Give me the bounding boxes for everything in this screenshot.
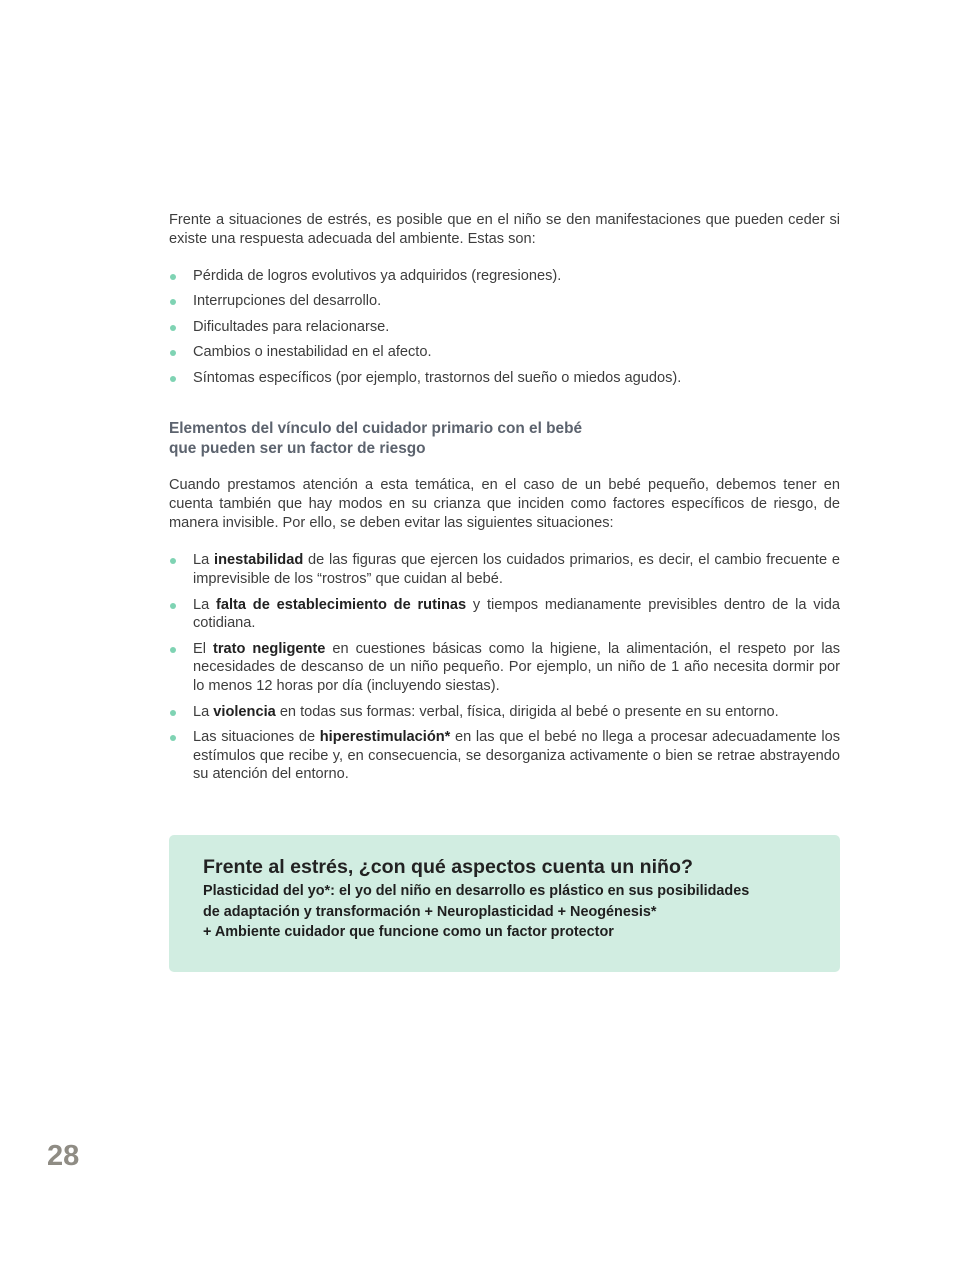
callout-line: Plasticidad del yo*: el yo del niño en desarrollo es plástico en sus posibilidades [203, 883, 750, 899]
risk-prefix: La [193, 552, 215, 569]
bullet-icon [170, 558, 176, 564]
callout-box [169, 835, 840, 972]
manifestations-list [169, 267, 840, 388]
list-item [169, 551, 840, 588]
callout-body [203, 881, 810, 943]
list-item-text: Interrupciones del desarrollo. [193, 293, 382, 310]
bullet-icon [170, 735, 176, 741]
list-item [169, 640, 840, 696]
list-item [169, 369, 840, 388]
list-item-text: Cambios o inestabilidad en el afecto. [193, 344, 432, 361]
risk-prefix: El [193, 640, 213, 657]
callout-line: + Ambiente cuidador que funcione como un factor protector [203, 924, 614, 941]
risk-keyword: violencia [213, 703, 276, 720]
risk-factors-list [169, 551, 840, 784]
section-paragraph: Cuando prestamos atención a esta temática, en el caso de un bebé pequeño, debemos tener en cuenta también que hay modos en su crianza que inciden como factores específicos de riesgo, de manera invisible. Por ello, se deben evitar las siguientes situaciones: [169, 476, 840, 532]
section-heading-line: Elementos del vínculo del cuidador primario con el bebé [169, 419, 583, 437]
risk-keyword: inestabilidad [214, 552, 304, 569]
list-item-text: Pérdida de logros evolutivos ya adquiridos (regresiones). [193, 267, 562, 284]
list-item-text: Dificultades para relacionarse. [193, 318, 390, 335]
risk-description: en las que el bebé no llega a procesar adecuadamente los estímulos que recibe y, en consecuencia, se desorganiza activamente o bien se retrae abstrayendo su atención del entorno. [193, 729, 840, 783]
bullet-icon [170, 299, 176, 305]
main-content [169, 211, 840, 791]
bullet-icon [170, 274, 176, 280]
list-item [169, 318, 840, 337]
list-item [169, 343, 840, 362]
risk-keyword: trato negligente [212, 640, 326, 657]
section-heading-line: que pueden ser un factor de riesgo [169, 440, 426, 458]
list-item-text: Síntomas específicos (por ejemplo, trastornos del sueño o miedos agudos). [193, 369, 682, 386]
risk-prefix: La [193, 596, 217, 613]
bullet-icon [170, 376, 176, 382]
callout-line: de adaptación y transformación + Neuroplasticidad + Neogénesis* [203, 903, 657, 920]
risk-description: y tiempos medianamente previsibles dentro de la vida cotidiana. [193, 596, 840, 632]
list-item [169, 292, 840, 311]
bullet-icon [170, 647, 176, 653]
page-number: 28 [47, 1140, 80, 1172]
bullet-icon [170, 710, 176, 716]
callout-title: Frente al estrés, ¿con qué aspectos cuenta un niño? [203, 856, 693, 878]
risk-description: en todas sus formas: verbal, física, dirigida al bebé o presente en su entorno. [275, 703, 779, 720]
list-item [169, 596, 840, 633]
bullet-icon [170, 603, 176, 609]
bullet-icon [170, 325, 176, 331]
risk-description: de las figuras que ejercen los cuidados primarios, es decir, el cambio frecuente e imprevisible de los “rostros” que cuidan al bebé. [193, 552, 840, 588]
risk-description: en cuestiones básicas como la higiene, la alimentación, el respeto por las necesidades de descanso de un niño pequeño. Por ejemplo, un niño de 1 año necesita dormir por lo menos 12 horas por día (incluyendo siestas). [193, 640, 841, 695]
list-item [169, 267, 840, 286]
intro-paragraph: Frente a situaciones de estrés, es posible que en el niño se den manifestaciones que pueden ceder si existe una respuesta adecuada del ambiente. Estas son: [169, 212, 840, 248]
list-item [169, 728, 840, 784]
risk-keyword: hiperestimulación* [319, 729, 451, 746]
risk-prefix: La [193, 703, 214, 720]
list-item [169, 703, 840, 722]
section-heading [169, 419, 840, 460]
risk-prefix: Las situaciones de [193, 729, 320, 746]
bullet-icon [170, 350, 176, 356]
risk-keyword: falta de establecimiento de rutinas [216, 596, 467, 613]
